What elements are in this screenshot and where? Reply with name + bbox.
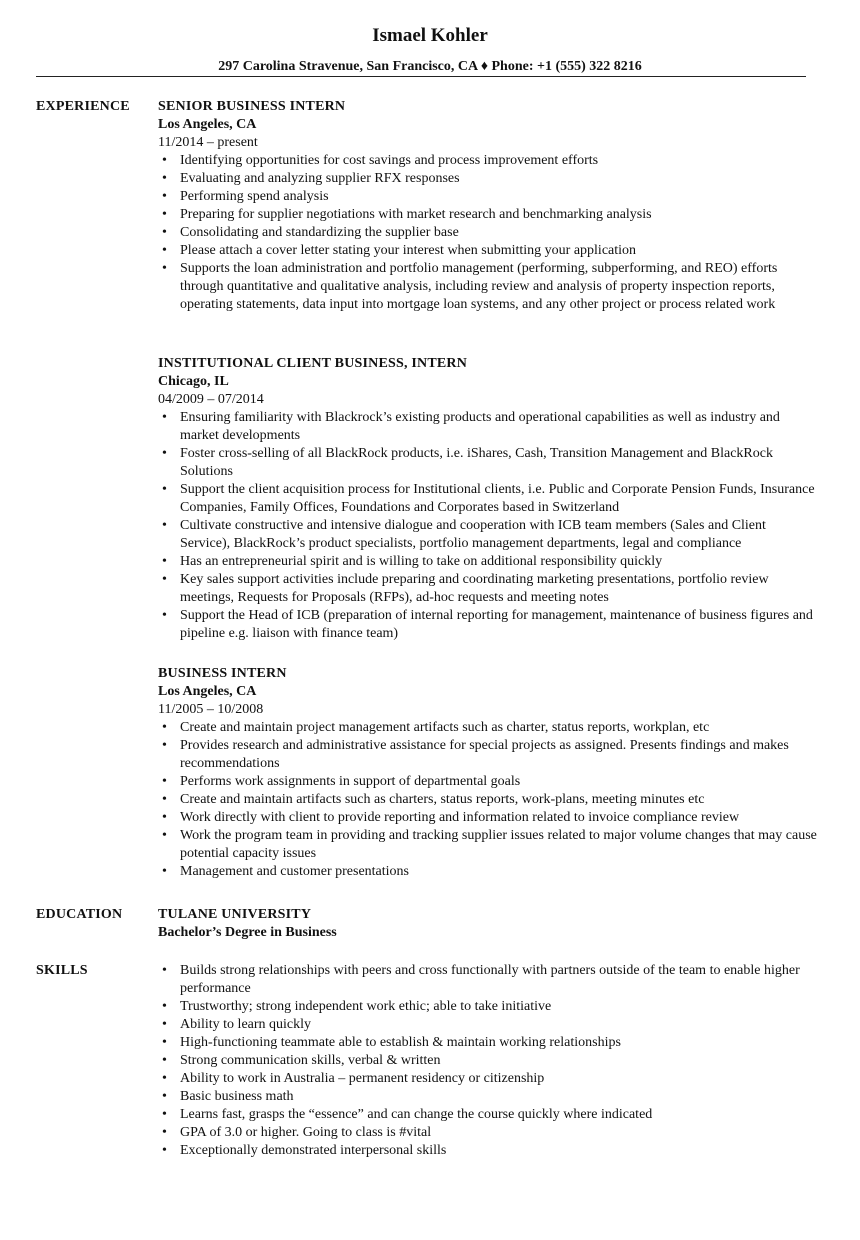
list-item: • GPA of 3.0 or higher. Going to class is #vital [158,1124,818,1142]
list-item: • Create and maintain project management artifacts such as charter, status reports, workplan, etc [158,719,818,737]
list-item: • Exceptionally demonstrated interpersonal skills [158,1142,818,1160]
list-item: • Ability to learn quickly [158,1016,818,1034]
job-duties-list [158,409,818,643]
list-item: • Work the program team in providing and tracking supplier issues related to major volume changes that may cause potential capacity issues [158,827,818,863]
list-item: • Support the Head of ICB (preparation of internal reporting for management, maintenance of business figures and pipeline e.g. liaison with finance team) [158,607,818,643]
list-item: • Create and maintain artifacts such as charters, status reports, work-plans, meeting minutes etc [158,791,818,809]
list-item: • Provides research and administrative assistance for special projects as assigned. Presents findings and makes recommendations [158,737,818,773]
list-item: • Management and customer presentations [158,863,818,881]
header-divider [36,76,806,77]
list-item: • Evaluating and analyzing supplier RFX responses [158,170,818,188]
list-item: • Foster cross-selling of all BlackRock products, i.e. iShares, Cash, Transition Management and BlackRock Solutions [158,445,818,481]
job-entry [158,355,818,643]
list-item: • Cultivate constructive and intensive dialogue and cooperation with ICB team members (Sales and Client Service), BlackRock’s product specialists, portfolio management departments, legal and compliance [158,517,818,553]
skills-entry [158,962,818,1160]
education-entry [158,906,818,942]
job-dates: 04/2009 – 07/2014 [158,392,264,407]
list-item: • Work directly with client to provide reporting and information related to invoice compliance review [158,809,818,827]
job-title: INSTITUTIONAL CLIENT BUSINESS, INTERN [158,356,468,371]
list-item: • Supports the loan administration and portfolio management (performing, subperforming, and REO) efforts through quantitative and qualitative analysis, including review and analysis of property inspection reports, operating statements, data input into mortgage loan systems, and any other project or process related work [158,260,818,314]
list-item: • Has an entrepreneurial spirit and is willing to take on additional responsibility quickly [158,553,818,571]
job-title: BUSINESS INTERN [158,666,287,681]
job-location: Los Angeles, CA [158,117,257,132]
job-duties-list [158,152,818,314]
list-item: • Performing spend analysis [158,188,818,206]
list-item: • Please attach a cover letter stating your interest when submitting your application [158,242,818,260]
job-entry [158,98,818,314]
list-item: • Identifying opportunities for cost savings and process improvement efforts [158,152,818,170]
list-item: • Ability to work in Australia – permanent residency or citizenship [158,1070,818,1088]
job-duties-list [158,719,818,881]
list-item: • High-functioning teammate able to establish & maintain working relationships [158,1034,818,1052]
list-item: • Ensuring familiarity with Blackrock’s existing products and operational capabilities as well as industry and market developments [158,409,818,445]
list-item: • Builds strong relationships with peers and cross functionally with partners outside of the team to enable higher performance [158,962,818,998]
candidate-name: Ismael Kohler [372,25,488,46]
list-item: • Strong communication skills, verbal & written [158,1052,818,1070]
job-dates: 11/2005 – 10/2008 [158,702,264,717]
education-heading: EDUCATION [36,907,123,922]
list-item: • Consolidating and standardizing the supplier base [158,224,818,242]
skills-list [158,962,818,1160]
list-item: • Trustworthy; strong independent work ethic; able to take initiative [158,998,818,1016]
job-location: Los Angeles, CA [158,684,257,699]
school-name: TULANE UNIVERSITY [158,907,312,922]
list-item: • Key sales support activities include preparing and coordinating marketing presentations, portfolio review meetings, Requests for Proposals (RFPs), ad-hoc requests and meeting notes [158,571,818,607]
list-item: • Support the client acquisition process for Institutional clients, i.e. Public and Corporate Pension Funds, Insurance Companies, Family Offices, Foundations and Corporates based in Switzerland [158,481,818,517]
list-item: • Basic business math [158,1088,818,1106]
contact-line: 297 Carolina Stravenue, San Francisco, CA ♦ Phone: +1 (555) 322 8216 [218,59,642,74]
list-item: • Learns fast, grasps the “essence” and can change the course quickly where indicated [158,1106,818,1124]
list-item: • Performs work assignments in support of departmental goals [158,773,818,791]
list-item: • Preparing for supplier negotiations with market research and benchmarking analysis [158,206,818,224]
experience-heading: EXPERIENCE [36,99,130,114]
job-entry [158,665,818,881]
job-title: SENIOR BUSINESS INTERN [158,99,346,114]
skills-heading: SKILLS [36,963,88,978]
degree: Bachelor’s Degree in Business [158,925,337,940]
job-location: Chicago, IL [158,374,229,389]
job-dates: 11/2014 – present [158,135,258,150]
